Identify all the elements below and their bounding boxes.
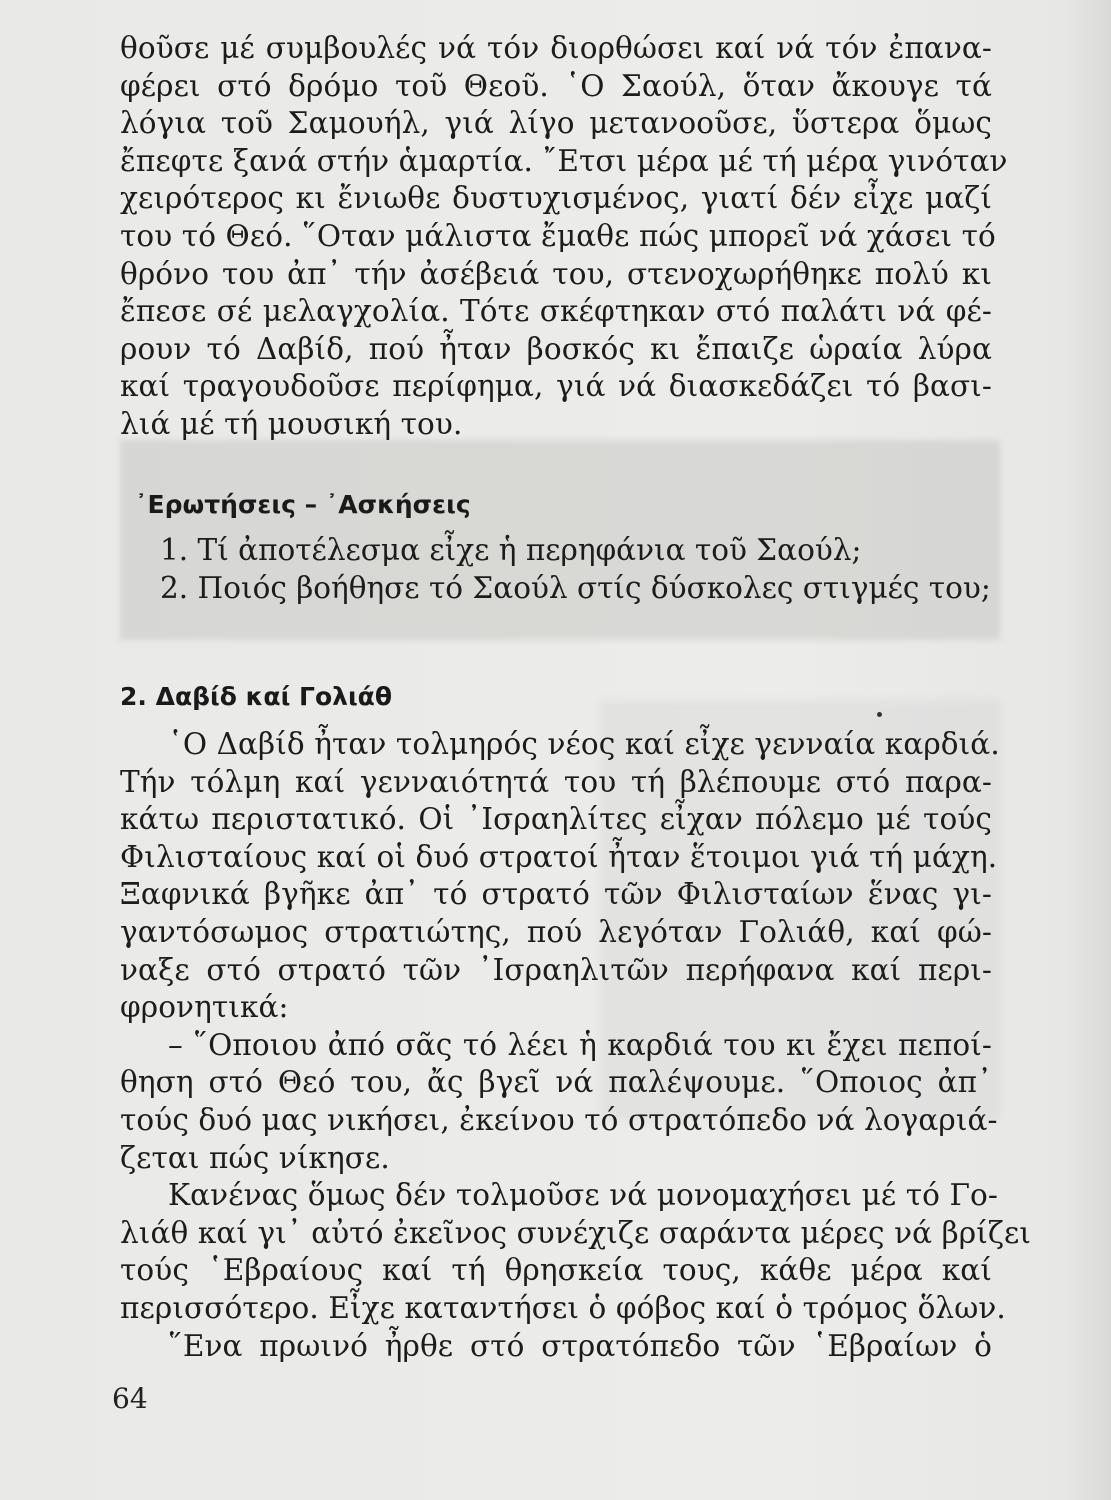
paragraph-saul xyxy=(120,30,1008,444)
text-line: θοῦσε μέ συμβουλές νά τόν διορθώσει καί νά τόν ἐπανα- xyxy=(120,31,992,65)
text-line: Ξαφνικά βγῆκε ἀπ᾽ τό στρατό τῶν Φιλισταίων ἕνας γι- xyxy=(120,877,992,912)
text-line: – ῞Οποιου ἀπό σᾶς τό λέει ἡ καρδιά του κι ἔχει πεποί- xyxy=(168,1027,992,1062)
text-line: γαντόσωμος στρατιώτης, πού λεγόταν Γολιάθ, καί φώ- xyxy=(120,914,992,949)
text-line: ναξε στό στρατό τῶν ᾽Ισραηλιτῶν περήφανα καί περι- xyxy=(120,952,992,987)
text-line: τούς ῾Εβραίους καί τή θρησκεία τους, κάθε μέρα καί xyxy=(120,1253,992,1288)
text-line: καί τραγουδοῦσε περίφημα, γιά νά διασκεδάζει τό βασι- xyxy=(120,369,992,404)
question-item: 2. Ποιός βοήθησε τό Σαούλ στίς δύσκολες στιγμές του; xyxy=(160,570,991,605)
section-heading: 2. Δαβίδ καί Γολιάθ xyxy=(120,682,393,711)
question-item: 1. Τί ἀποτέλεσμα εἶχε ἡ περηφάνια τοῦ Σαούλ; xyxy=(160,533,862,567)
text-line: Κανένας ὅμως δέν τολμοῦσε νά μονομαχήσει μέ τό Γο- xyxy=(168,1178,998,1213)
text-line: χειρότερος κι ἔνιωθε δυστυχισμένος, γιατί δέν εἶχε μαζί xyxy=(120,181,992,216)
text-line: ῾Ο Δαβίδ ἦταν τολμηρός νέος καί εἶχε γενναία καρδιά. xyxy=(168,727,1000,761)
text-line: λιάθ καί γι᾽ αὐτό ἐκεῖνος συνέχιζε σαράντα μέρες νά βρίζει xyxy=(120,1215,1032,1250)
text-line: ἔπεσε σέ μελαγχολία. Τότε σκέφτηκαν στό παλάτι νά φέ- xyxy=(120,294,992,329)
text-line: θρόνο του ἀπ᾽ τήν ἀσέβειά του, στενοχωρήθηκε πολύ κι xyxy=(120,256,992,291)
text-line: ζεται πώς νίκησε. xyxy=(120,1140,390,1175)
text-line: θηση στό Θεό του, ἄς βγεῖ νά παλέψουμε. ῞Οποιος ἀπ᾽ xyxy=(120,1065,992,1100)
text-line: φρονητικά: xyxy=(120,990,289,1025)
text-line: του τό Θεό. ῞Οταν μάλιστα ἔμαθε πώς μπορεῖ νά χάσει τό xyxy=(120,218,996,253)
text-line: λόγια τοῦ Σαμουήλ, γιά λίγο μετανοοῦσε, ὕστερα ὅμως xyxy=(120,106,992,141)
text-line: λιά μέ τή μουσική του. xyxy=(120,406,463,441)
questions-heading: ᾽Ερωτήσεις – ᾽Ασκήσεις xyxy=(135,490,471,519)
ink-speck xyxy=(877,712,882,717)
text-line: Τήν τόλμη καί γενναιότητά του τή βλέπουμε στό παρα- xyxy=(120,764,992,799)
text-line: ἔπεφτε ξανά στήν ἁμαρτία. ῎Ετσι μέρα μέ τή μέρα γινόταν xyxy=(120,143,1008,178)
text-line: τούς δυό μας νικήσει, ἐκείνου τό στρατόπεδο νά λογαριά- xyxy=(120,1102,998,1137)
questions-list xyxy=(160,532,1000,607)
text-line: Φιλισταίους καί οἱ δυό στρατοί ἦταν ἕτοιμοι γιά τή μάχη. xyxy=(120,839,998,874)
text-line: ῞Ενα πρωινό ἦρθε στό στρατόπεδο τῶν ῾Εβραίων ὁ xyxy=(168,1328,992,1363)
text-line: περισσότερο. Εἶχε καταντήσει ὁ φόβος καί ὁ τρόμος ὅλων. xyxy=(120,1290,1006,1325)
text-line: φέρει στό δρόμο τοῦ Θεοῦ. ῾Ο Σαούλ, ὅταν ἄκουγε τά xyxy=(120,68,992,103)
text-line: ρουν τό Δαβίδ, πού ἦταν βοσκός κι ἔπαιζε ὡραία λύρα xyxy=(120,331,992,366)
paragraph-david-goliath xyxy=(120,726,1032,1365)
page-number: 64 xyxy=(112,1382,148,1415)
text-line: κάτω περιστατικό. Οἱ ᾽Ισραηλίτες εἶχαν πόλεμο μέ τούς xyxy=(120,802,992,837)
